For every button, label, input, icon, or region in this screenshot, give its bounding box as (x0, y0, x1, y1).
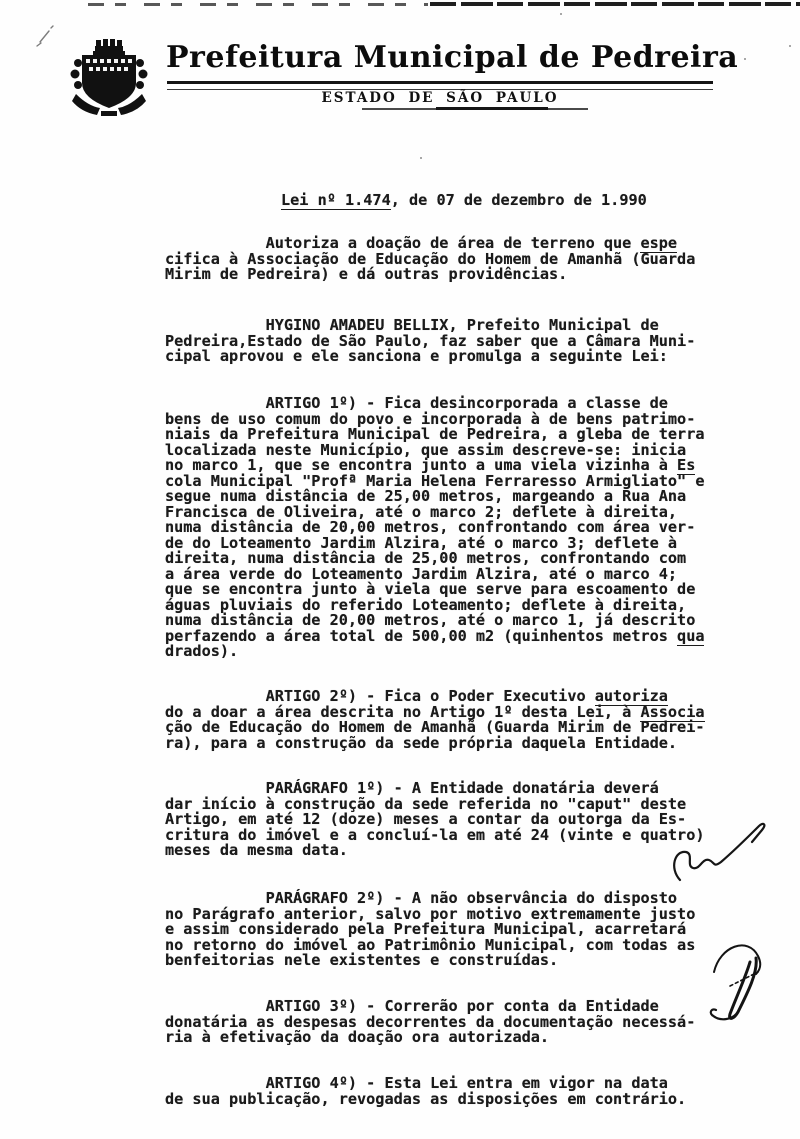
text-line: do a doar a área descrita no Artigo 1º desta Lei, à Associa (165, 702, 705, 721)
text-line: ARTIGO 2º) - Fica o Poder Executivo autoriza (165, 687, 668, 705)
text-line: perfazendo a área total de 500,00 m2 (quinhentos metros qua (165, 626, 705, 645)
text-line: que se encontra junto à viela que serve para escoamento de (165, 580, 696, 598)
text-line: de sua publicação, revogadas as disposições em contrário. (165, 1089, 687, 1108)
pen-rubric-flourish-icon (700, 928, 785, 1028)
pencil-corner-mark-icon (34, 20, 62, 48)
text-line: ARTIGO 3º) - Correrão por conta da Entidade (165, 997, 659, 1015)
text-line: Autoriza a doação de área de terreno que espe (165, 234, 678, 252)
text-line: no marco 1, que se encontra junto a uma viela vizinha à Es (165, 456, 696, 474)
paragraph-paragrafo-2 (165, 891, 745, 969)
law-number: Lei nº 1.474 (281, 191, 391, 209)
text-line: Mirim de Pedreira) e dá outras providências. (165, 265, 568, 283)
text-line: drados). (165, 642, 239, 660)
text-line: ARTIGO 4º) - Esta Lei entra em vigor na data (165, 1074, 668, 1092)
text-line: dar início à construção da sede referida no "caput" deste (165, 794, 687, 813)
page-subtitle: ESTADO DE SÃO PAULO (321, 90, 559, 106)
text-line: cifica à Associação de Educação do Homem de Amanhã (Guarda (165, 249, 696, 268)
text-line: no retorno do imóvel ao Patrimônio Municipal, com todas as (165, 935, 696, 954)
text-line: bens de uso comum do povo e incorporada à de bens patrimo- (165, 409, 696, 428)
text-line: donatária as despesas decorrentes da documentação necessá- (165, 1012, 696, 1031)
law-heading (281, 191, 647, 209)
text-line: águas pluviais do referido Loteamento; deflete à direita, (165, 595, 687, 614)
text-line: cola Municipal "Profª Maria Helena Ferraresso Armigliato" e (165, 471, 705, 490)
paragraph-artigo-1 (165, 396, 745, 660)
law-date: , de 07 de dezembro de 1.990 (390, 191, 647, 209)
text-line: benfeitorias nele existentes e construídas. (165, 951, 559, 969)
subtitle-divider-dark (436, 107, 548, 110)
scan-edge-artifact-left (88, 3, 428, 6)
text-line: a área verde do Loteamento Jardim Alzira, até o marco 4; (165, 564, 678, 583)
text-line: ção de Educação do Homem de Amanhã (Guarda Mirim de Pedrei- (165, 718, 705, 736)
text-line: e assim considerado pela Prefeitura Municipal, acarretará (165, 920, 687, 938)
text-line: PARÁGRAFO 1º) - A Entidade donatária deverá (165, 779, 659, 797)
paragraph-artigo-4 (165, 1076, 745, 1107)
paragraph-artigo-3 (165, 999, 745, 1046)
text-line: segue numa distância de 25,00 metros, margeando a Rua Ana (165, 487, 687, 505)
text-line: cipal aprovou e ele sanciona e promulga a seguinte Lei: (165, 347, 668, 365)
text-line: PARÁGRAFO 2º) - A não observância do disposto (165, 889, 678, 907)
paragraph-ementa (165, 236, 745, 283)
paragraph-artigo-2 (165, 689, 745, 751)
text-line: ra), para a construção da sede própria daquela Entidade. (165, 733, 678, 752)
text-line: niais da Prefeitura Municipal de Pedreira, a gleba de terra (165, 425, 705, 443)
scan-speck (744, 58, 746, 60)
text-line: critura do imóvel e a concluí-la em até 24 (vinte e quatro) (165, 825, 705, 844)
text-line: numa distância de 20,00 metros, confrontando com área ver- (165, 518, 696, 536)
text-line: ARTIGO 1º) - Fica desincorporada a classe de (165, 394, 668, 412)
text-line: direita, numa distância de 25,00 metros, confrontando com (165, 549, 687, 567)
scan-edge-artifact-right (430, 2, 800, 6)
scan-speck (789, 45, 791, 47)
text-line: Francisca de Oliveira, até o marco 2; deflete à direita, (165, 502, 678, 521)
text-line: HYGINO AMADEU BELLIX, Prefeito Municipal de (165, 316, 659, 334)
pedreira-coat-of-arms-icon (70, 38, 148, 118)
text-line: meses da mesma data. (165, 841, 348, 859)
text-line: Pedreira,Estado de São Paulo, faz saber que a Câmara Muni- (165, 331, 696, 350)
paragraph-preambulo (165, 318, 745, 365)
text-line: no Parágrafo anterior, salvo por motivo extremamente justo (165, 904, 696, 923)
text-line: ria à efetivação da doação ora autorizada. (165, 1028, 550, 1046)
text-line: numa distância de 20,00 metros, até o marco 1, já descrito (165, 611, 696, 629)
text-line: de do Loteamento Jardim Alzira, até o marco 3; deflete à (165, 533, 678, 552)
pen-scribble-mark-icon (655, 818, 800, 893)
scan-speck (420, 157, 422, 159)
header-divider (167, 81, 713, 90)
text-line: Artigo, em até 12 (doze) meses a contar da outorga da Es- (165, 810, 687, 828)
scan-speck (560, 13, 562, 15)
text-line: localizada neste Município, que assim descreve-se: inicia (165, 440, 687, 459)
page-title: Prefeitura Municipal de Pedreira (166, 40, 739, 75)
